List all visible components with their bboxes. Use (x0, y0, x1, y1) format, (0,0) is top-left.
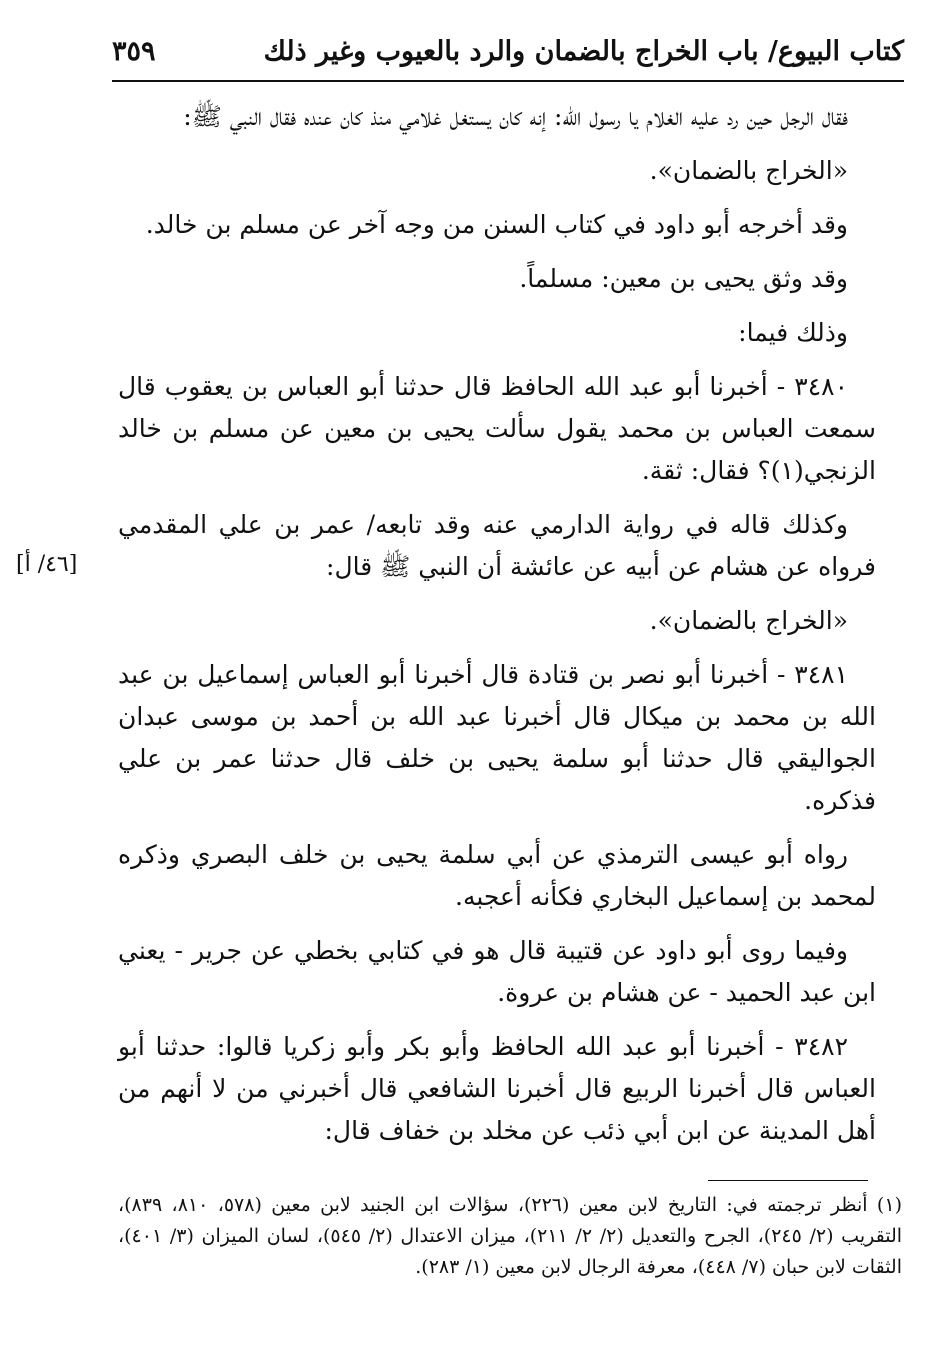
footnote: (١) أنظر ترجمته في: التاريخ لابن معين (٢٢٦)، سؤالات ابن الجنيد لابن معين (٥٧٨، ٨١٠، ٨٣٩)، التقريب (٢/ ٢٤٥)، الجرح والتعديل (٢/ ٢/ ٢١١)، ميزان الاعتدال (٢/ ٥٤٥)، لسان الميزان (٣/ ٤٠١)، الثقات لابن حبان (٧/ ٤٤٨)، معرفة الرجال لابن معين (١/ ٢٨٣). (118, 1194, 903, 1278)
footnotes (118, 1190, 902, 1283)
page-header (112, 26, 904, 76)
header-rule (112, 80, 904, 82)
hadith-quote: «الخراج بالضمان». (649, 156, 848, 185)
hadith-quote: «الخراج بالضمان». (649, 606, 848, 635)
paragraph: رواه أبو عيسى الترمذي عن أبي سلمة يحيى بن خلف البصري وذكره لمحمد بن إسماعيل البخاري فكأنه أعجبه. (118, 840, 876, 911)
hadith-3480: ٣٤٨٠ - أخبرنا أبو عبد الله الحافظ قال حدثنا أبو العباس بن يعقوب قال سمعت العباس بن محمد يقول سألت يحيى بن معين عن مسلم بن خالد الزنجي(١)؟ فقال: ثقة. (118, 372, 876, 485)
margin-manuscript-ref: [٤٦/ أ] (16, 552, 78, 577)
hadith-3482: ٣٤٨٢ - أخبرنا أبو عبد الله الحافظ وأبو بكر وأبو زكريا قالوا: حدثنا أبو العباس قال أخبرنا الربيع قال أخبرنا الشافعي قال أخبرني من لا أنهم من أهل المدينة عن ابن أبي ذئب عن مخلد بن خفاف قال: (118, 1032, 876, 1145)
paragraph: وقد أخرجه أبو داود في كتاب السنن من وجه آخر عن مسلم بن خالد. (145, 210, 848, 239)
running-title: كتاب البيوع/ باب الخراج بالضمان والرد بالعيوب وغير ذلك (263, 35, 904, 67)
hadith-3481: ٣٤٨١ - أخبرنا أبو نصر بن قتادة قال أخبرنا أبو العباس إسماعيل بن عبد الله بن محمد بن ميكال قال أخبرنا عبد الله بن أحمد بن موسى عبدان الجواليقي قال حدثنا أبو سلمة يحيى بن خلف قال حدثنا عمر بن علي فذكره. (118, 660, 876, 815)
main-text (118, 96, 876, 1164)
page-number: ٣٥٩ (112, 35, 156, 67)
paragraph: وفيما روى أبو داود عن قتيبة قال هو في كتابي بخطي عن جرير - يعني ابن عبد الحميد - عن هشام بن عروة. (118, 936, 876, 1007)
paragraph: وذلك فيما: (738, 318, 848, 347)
paragraph: وقد وثق يحيى بن معين: مسلماً. (519, 264, 848, 293)
footnote-rule (708, 1180, 868, 1181)
paragraph: وكذلك قاله في رواية الدارمي عنه وقد تابعه/ عمر بن علي المقدمي فرواه عن هشام عن أبيه عن عائشة أن النبي ﷺ قال: (118, 510, 876, 581)
paragraph: فقال الرجل حين رد عليه الغلام يا رسول الله: إنه كان يستغل غلامي منذ كان عنده فقال النبي ﷺ: (183, 102, 848, 131)
